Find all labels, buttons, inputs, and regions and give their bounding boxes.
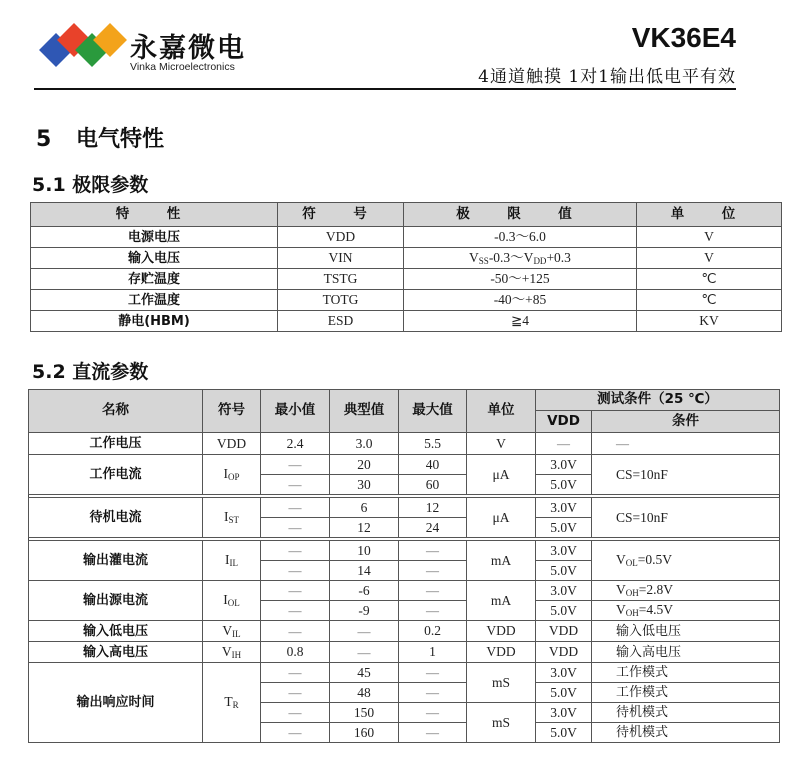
- limit-sub: SS: [478, 255, 489, 266]
- param-min: —: [261, 621, 330, 642]
- param-typ: 12: [330, 518, 399, 538]
- param-vdd: 3.0V: [536, 663, 592, 683]
- param-typ: 48: [330, 683, 399, 703]
- param-name: 电源电压: [31, 227, 278, 248]
- symbol-main: I: [223, 592, 228, 607]
- col-header-typ: 典型值: [330, 390, 399, 433]
- param-max: —: [399, 581, 467, 601]
- cond-sub: OH: [625, 608, 639, 618]
- symbol-sub: IH: [231, 649, 242, 660]
- param-cond: —: [592, 433, 780, 455]
- param-unit: V: [637, 248, 782, 269]
- param-name: 输入电压: [31, 248, 278, 269]
- param-vdd: 3.0V: [536, 498, 592, 518]
- param-vdd: 3.0V: [536, 541, 592, 561]
- param-max: 24: [399, 518, 467, 538]
- param-vdd: 5.0V: [536, 518, 592, 538]
- param-symbol: VDD: [203, 433, 261, 455]
- param-cond: [592, 541, 780, 581]
- col-header-symbol: 符号: [203, 390, 261, 433]
- section-title: 电气特性: [76, 127, 165, 152]
- param-symbol: [203, 642, 261, 663]
- symbol-main: I: [223, 509, 229, 524]
- product-subtitle: 4通道触摸 1对1输出低电平有效: [478, 67, 736, 87]
- symbol-main: V: [222, 622, 233, 638]
- abs-max-heading: 5.1 极限参数: [32, 174, 149, 196]
- param-max: —: [399, 703, 467, 723]
- param-typ: 14: [330, 561, 399, 581]
- col-header-name: 名称: [29, 390, 203, 433]
- brand-name-en: Vinka Microelectronics: [130, 61, 235, 73]
- param-unit: mA: [467, 541, 536, 581]
- table-row: [31, 269, 782, 290]
- param-vdd: VDD: [536, 621, 592, 642]
- limit-part: -0.3～V: [488, 249, 534, 265]
- cond-sub: OH: [625, 588, 639, 598]
- table-row: [29, 581, 780, 601]
- col-header-min: 最小值: [261, 390, 330, 433]
- param-limit: -0.3～6.0: [404, 227, 637, 248]
- param-unit: ℃: [637, 290, 782, 311]
- param-name: 输入高电压: [29, 642, 203, 663]
- symbol-sub: OP: [227, 472, 240, 482]
- param-limit: -40～+85: [404, 290, 637, 311]
- table-row: [29, 498, 780, 518]
- dc-params-table: [28, 389, 780, 743]
- param-name: 输入低电压: [29, 621, 203, 642]
- param-min: —: [261, 601, 330, 621]
- table-row: [31, 311, 782, 332]
- param-min: —: [261, 475, 330, 495]
- table-row: [29, 433, 780, 455]
- cond-part: V: [616, 552, 626, 567]
- col-header-unit: 单位: [467, 390, 536, 433]
- col-header-characteristic: 特 性: [31, 203, 278, 227]
- param-typ: 150: [330, 703, 399, 723]
- param-typ: -9: [330, 601, 399, 621]
- symbol-main: I: [223, 466, 228, 481]
- param-min: —: [261, 498, 330, 518]
- param-symbol: [203, 663, 261, 743]
- param-name: 工作电压: [29, 433, 203, 455]
- param-symbol: TSTG: [278, 269, 404, 290]
- param-min: —: [261, 683, 330, 703]
- param-unit: μA: [467, 455, 536, 495]
- param-symbol: [203, 455, 261, 495]
- param-symbol: [203, 541, 261, 581]
- param-cond: 输入低电压: [592, 621, 780, 642]
- param-name: 输出响应时间: [29, 663, 203, 743]
- symbol-main: I: [225, 552, 230, 567]
- brand-name-cn: 永嘉微电: [130, 33, 246, 64]
- param-max: —: [399, 561, 467, 581]
- param-typ: 6: [330, 498, 399, 518]
- param-name: 输出源电流: [29, 581, 203, 621]
- table-header-row: [31, 203, 782, 227]
- param-symbol: VIN: [278, 248, 404, 269]
- param-name: 工作温度: [31, 290, 278, 311]
- param-min: —: [261, 455, 330, 475]
- param-cond: 待机模式: [592, 723, 780, 743]
- param-name: 工作电流: [29, 455, 203, 495]
- param-name: 静电(HBM): [31, 311, 278, 332]
- param-vdd: 5.0V: [536, 475, 592, 495]
- param-max: 5.5: [399, 433, 467, 455]
- table-row: [31, 227, 782, 248]
- param-typ: 30: [330, 475, 399, 495]
- param-typ: —: [330, 621, 399, 642]
- param-symbol: [203, 498, 261, 538]
- cond-part: V: [616, 582, 626, 597]
- col-header-symbol: 符 号: [278, 203, 404, 227]
- company-logo: [38, 22, 248, 78]
- param-min: 2.4: [261, 433, 330, 455]
- limit-sub: DD: [533, 255, 547, 266]
- param-min: —: [261, 703, 330, 723]
- cond-part: =0.5V: [637, 552, 672, 567]
- symbol-sub: R: [232, 700, 239, 710]
- param-typ: —: [330, 642, 399, 663]
- cond-part: V: [616, 602, 626, 617]
- col-header-test-cond: 测试条件（25 ℃）: [536, 390, 780, 411]
- header-divider: [34, 88, 736, 90]
- table-row: [29, 621, 780, 642]
- param-unit: mS: [467, 663, 536, 703]
- param-min: —: [261, 541, 330, 561]
- param-limit: [404, 248, 637, 269]
- col-header-unit: 单 位: [637, 203, 782, 227]
- param-unit: μA: [467, 498, 536, 538]
- cond-part: =2.8V: [638, 582, 673, 597]
- cond-sub: OL: [625, 558, 638, 568]
- param-symbol: TOTG: [278, 290, 404, 311]
- table-row: [31, 290, 782, 311]
- col-header-max: 最大值: [399, 390, 467, 433]
- param-typ: 45: [330, 663, 399, 683]
- param-limit: ≧4: [404, 311, 637, 332]
- param-max: 0.2: [399, 621, 467, 642]
- param-symbol: [203, 621, 261, 642]
- limit-part: V: [469, 249, 479, 265]
- param-limit: -50～+125: [404, 269, 637, 290]
- section-number: 5: [36, 127, 52, 152]
- param-vdd: 5.0V: [536, 561, 592, 581]
- table-header-row: [29, 390, 780, 411]
- param-max: 1: [399, 642, 467, 663]
- limit-part: +0.3: [546, 249, 571, 265]
- section-heading: [36, 122, 164, 153]
- param-min: —: [261, 518, 330, 538]
- col-header-vdd: VDD: [536, 411, 592, 433]
- param-cond: 工作模式: [592, 683, 780, 703]
- param-cond: CS=10nF: [592, 455, 780, 495]
- param-unit: ℃: [637, 269, 782, 290]
- symbol-main: T: [224, 694, 233, 709]
- dc-params-heading: 5.2 直流参数: [32, 361, 149, 383]
- param-max: 60: [399, 475, 467, 495]
- table-row: [29, 455, 780, 475]
- param-min: —: [261, 581, 330, 601]
- symbol-sub: OL: [227, 598, 240, 608]
- param-cond: [592, 581, 780, 601]
- param-unit: V: [637, 227, 782, 248]
- symbol-sub: IL: [232, 628, 241, 639]
- param-vdd: 5.0V: [536, 683, 592, 703]
- param-vdd: 3.0V: [536, 455, 592, 475]
- param-unit: mA: [467, 581, 536, 621]
- symbol-sub: IL: [229, 558, 238, 568]
- param-vdd: —: [536, 433, 592, 455]
- param-symbol: [203, 581, 261, 621]
- table-row: [29, 642, 780, 663]
- param-min: —: [261, 663, 330, 683]
- param-name: 存贮温度: [31, 269, 278, 290]
- param-max: —: [399, 683, 467, 703]
- param-symbol: ESD: [278, 311, 404, 332]
- abs-max-table: [30, 202, 782, 332]
- param-cond: [592, 601, 780, 621]
- param-typ: 3.0: [330, 433, 399, 455]
- param-min: —: [261, 723, 330, 743]
- param-cond: 输入高电压: [592, 642, 780, 663]
- param-typ: 20: [330, 455, 399, 475]
- param-symbol: VDD: [278, 227, 404, 248]
- col-header-cond: 条件: [592, 411, 780, 433]
- param-typ: -6: [330, 581, 399, 601]
- param-max: 12: [399, 498, 467, 518]
- table-row: [31, 248, 782, 269]
- col-header-limit: 极 限 值: [404, 203, 637, 227]
- table-row: [29, 663, 780, 683]
- param-unit: VDD: [467, 621, 536, 642]
- param-min: 0.8: [261, 642, 330, 663]
- param-vdd: VDD: [536, 642, 592, 663]
- param-max: 40: [399, 455, 467, 475]
- param-cond: 工作模式: [592, 663, 780, 683]
- param-unit: VDD: [467, 642, 536, 663]
- param-cond: 待机模式: [592, 703, 780, 723]
- symbol-main: V: [221, 643, 232, 659]
- param-typ: 160: [330, 723, 399, 743]
- param-unit: KV: [637, 311, 782, 332]
- param-vdd: 3.0V: [536, 581, 592, 601]
- param-max: —: [399, 723, 467, 743]
- param-vdd: 5.0V: [536, 723, 592, 743]
- param-cond: CS=10nF: [592, 498, 780, 538]
- param-max: —: [399, 663, 467, 683]
- param-vdd: 3.0V: [536, 703, 592, 723]
- param-unit: V: [467, 433, 536, 455]
- param-name: 待机电流: [29, 498, 203, 538]
- param-max: —: [399, 601, 467, 621]
- param-max: —: [399, 541, 467, 561]
- param-min: —: [261, 561, 330, 581]
- model-number: VK36E4: [631, 22, 736, 53]
- param-vdd: 5.0V: [536, 601, 592, 621]
- table-row: [29, 541, 780, 561]
- cond-part: =4.5V: [638, 602, 673, 617]
- param-unit: mS: [467, 703, 536, 743]
- param-name: 输出灌电流: [29, 541, 203, 581]
- param-typ: 10: [330, 541, 399, 561]
- symbol-sub: ST: [228, 515, 239, 525]
